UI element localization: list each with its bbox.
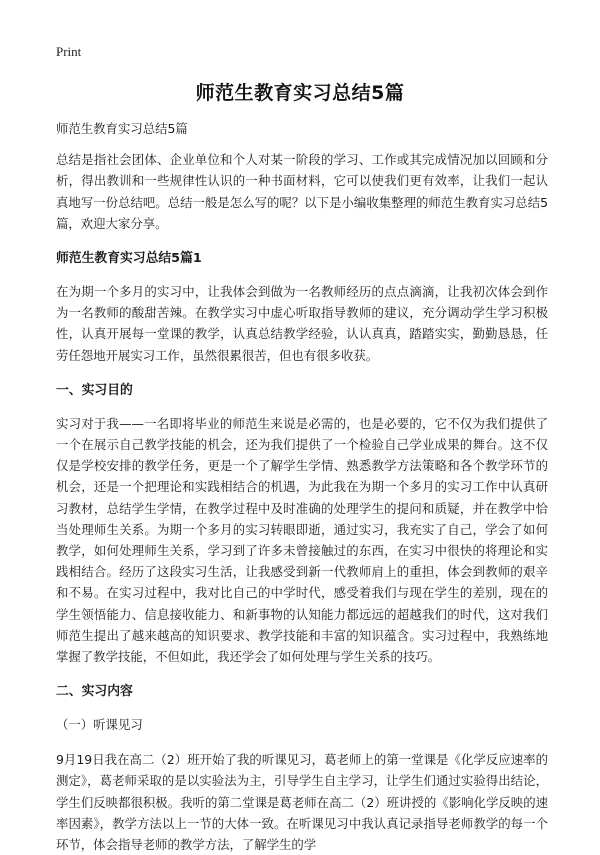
paragraph-2: 实习对于我——一名即将毕业的师范生来说是必需的，也是必要的，它不仅为我们提供了一个在展示自己教学技能的机会，还为我们提供了一个检验自己学业成果的舞台。这不仅仅是学校安排的教学任务，更是一个了解学生学情、熟悉教学方法策略和各个教学环节的机会，还是一个把理论和实践相结合的机遇，为此我在为期一个多月的实习工作中认真研习教材，总结学生学情，在教学过程中及时准确的处理学生的提问和质疑，并在教学中恰当处理师生关系。为期一个多月的实习转眼即逝，通过实习，我充实了自己，学会了如何教学，如何处理师生关系，学习到了许多未曾接触过的东西，在实习中很快的将理论和实践相结合。经历了这段实习生活，让我感受到新一代教师肩上的重担，体会到教师的艰辛和不易。在实习过程中，我对比自己的中学时代，感受着我们与现在学生的差别，现在的学生领悟能力、信息接收能力、和新事物的认知能力都远远的超越我们的时代，这对我们师范生提出了越来越高的知识要求、教学技能和丰富的知识蕴含。实习过程中，我熟练地掌握了教学技能，不但如此，我还学会了如何处理与学生关系的技巧。 — [56, 415, 548, 665]
document-subtitle: 师范生教育实习总结5篇 — [56, 121, 188, 136]
section-heading-1: 师范生教育实习总结5篇1 — [56, 251, 202, 267]
page-title: 师范生教育实习总结5篇 — [195, 82, 405, 104]
paragraph-1: 在为期一个多月的实习中，让我体会到做为一名教师经历的点点滴滴，让我初次体会到作为一名教师的酸甜苦辣。在教学实习中虚心听取指导教师的建议，充分调动学生学习积极性，认真开展每一堂课的教学，认真总结教学经验，认认真真，踏踏实实，勤勤恳恳，任劳任怨地开展实习工作，虽然很累很苦，但也有很多收获。 — [56, 284, 548, 363]
print-link[interactable]: Print — [56, 44, 82, 59]
heading-purpose: 一、实习目的 — [56, 382, 133, 398]
heading-content: 二、实习内容 — [56, 684, 133, 700]
document-body — [56, 118, 548, 855]
subheading-listen: （一）听课见习 — [56, 717, 143, 733]
intro-paragraph: 总结是指社会团体、企业单位和个人对某一阶段的学习、工作或其完成情况加以回顾和分析，得出教训和一些规律性认识的一种书面材料，它可以使我们更有效率，让我们一起认真地写一份总结吧。总结一般是怎么写的呢？以下是小编收集整理的师范生教育实习总结5篇，欢迎大家分享。 — [56, 152, 548, 231]
paragraph-3: 9月19日我在高二（2）班开始了我的听课见习，葛老师上的第一堂课是《化学反应速率的测定》，葛老师采取的是以实验法为主，引导学生自主学习，让学生们通过实验得出结论，学生们反映都很积极。我听的第二堂课是葛老师在高二（2）班讲授的《影响化学反映的速率因素》，教学方法以上一节的大体一致。在听课见习中我认真记录指导老师教学的每一个环节，体会指导老师的教学方法，了解学生的学 — [56, 752, 548, 853]
